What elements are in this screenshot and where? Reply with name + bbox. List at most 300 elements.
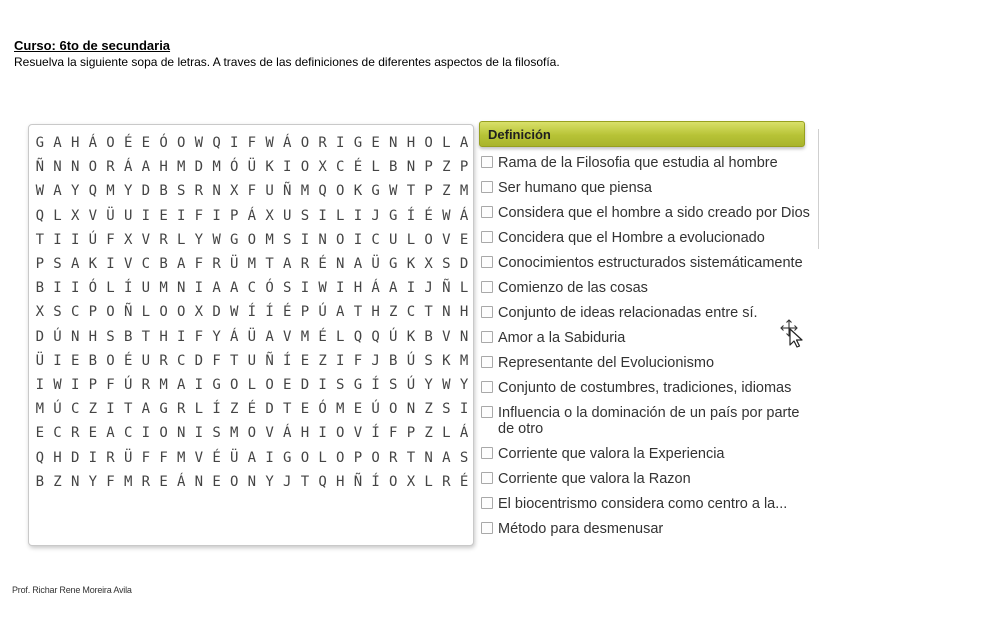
grid-cell[interactable]: Ñ	[35, 159, 45, 176]
checkbox-icon[interactable]	[481, 256, 493, 268]
grid-cell[interactable]: B	[159, 183, 168, 200]
grid-cell[interactable]: L	[247, 376, 257, 393]
grid-cell[interactable]: Ú	[389, 328, 398, 345]
grid-cell[interactable]: É	[212, 449, 221, 466]
grid-cell[interactable]: C	[336, 159, 345, 176]
grid-cell[interactable]: I	[106, 256, 115, 273]
grid-cell[interactable]: Y	[265, 473, 274, 490]
grid-cell[interactable]: R	[141, 376, 151, 393]
grid-cell[interactable]: X	[123, 231, 133, 248]
grid-cell[interactable]: M	[159, 280, 168, 297]
grid-cell[interactable]: Ú	[53, 401, 62, 418]
grid-cell[interactable]: F	[106, 473, 115, 490]
grid-cell[interactable]: I	[194, 280, 204, 297]
grid-cell[interactable]: P	[459, 159, 469, 176]
grid-cell[interactable]: I	[141, 207, 151, 224]
checkbox-icon[interactable]	[481, 447, 493, 459]
grid-cell[interactable]: J	[424, 280, 433, 297]
grid-cell[interactable]: Á	[230, 328, 239, 345]
grid-cell[interactable]: E	[300, 401, 310, 418]
grid-cell[interactable]: H	[459, 304, 469, 321]
grid-cell[interactable]: V	[265, 425, 274, 442]
grid-cell[interactable]: F	[212, 352, 221, 369]
grid-cell[interactable]: X	[406, 473, 416, 490]
checkbox-icon[interactable]	[481, 497, 493, 509]
grid-cell[interactable]: E	[159, 207, 168, 224]
grid-cell[interactable]: N	[424, 449, 433, 466]
grid-cell[interactable]: D	[300, 376, 310, 393]
grid-cell[interactable]: E	[353, 401, 363, 418]
grid-cell[interactable]: V	[141, 231, 151, 248]
grid-cell[interactable]: X	[194, 304, 204, 321]
checkbox-icon[interactable]	[481, 281, 493, 293]
grid-cell[interactable]: I	[53, 280, 62, 297]
grid-cell[interactable]: W	[230, 304, 239, 321]
grid-cell[interactable]: Í	[212, 401, 221, 418]
grid-cell[interactable]: A	[176, 256, 186, 273]
grid-cell[interactable]: I	[318, 376, 327, 393]
grid-cell[interactable]: R	[106, 159, 115, 176]
grid-cell[interactable]: S	[300, 207, 310, 224]
grid-cell[interactable]: H	[159, 328, 168, 345]
grid-cell[interactable]: E	[159, 473, 168, 490]
grid-cell[interactable]: I	[318, 425, 327, 442]
grid-cell[interactable]: N	[459, 328, 469, 345]
grid-cell[interactable]: É	[318, 256, 327, 273]
grid-cell[interactable]: P	[300, 304, 310, 321]
grid-cell[interactable]: C	[70, 304, 80, 321]
grid-cell[interactable]: C	[371, 231, 380, 248]
grid-cell[interactable]: O	[88, 159, 98, 176]
grid-cell[interactable]: Y	[123, 183, 133, 200]
grid-cell[interactable]: I	[35, 376, 45, 393]
grid-cell[interactable]: N	[406, 159, 416, 176]
grid-cell[interactable]: Í	[265, 304, 274, 321]
grid-cell[interactable]: S	[53, 304, 62, 321]
grid-cell[interactable]: B	[389, 159, 398, 176]
grid-cell[interactable]: L	[371, 159, 380, 176]
grid-cell[interactable]: A	[106, 425, 115, 442]
grid-cell[interactable]: G	[389, 256, 398, 273]
grid-cell[interactable]: T	[265, 256, 274, 273]
grid-cell[interactable]: N	[247, 473, 257, 490]
grid-cell[interactable]: S	[283, 280, 292, 297]
grid-cell[interactable]: W	[265, 135, 274, 152]
grid-cell[interactable]: Y	[212, 328, 221, 345]
grid-cell[interactable]: R	[141, 473, 151, 490]
grid-cell[interactable]: R	[318, 135, 327, 152]
grid-cell[interactable]: I	[106, 401, 115, 418]
grid-cell[interactable]: O	[300, 449, 310, 466]
grid-cell[interactable]: A	[70, 256, 80, 273]
grid-cell[interactable]: B	[123, 328, 133, 345]
grid-cell[interactable]: P	[353, 449, 363, 466]
grid-cell[interactable]: Á	[371, 280, 380, 297]
grid-cell[interactable]: H	[70, 135, 80, 152]
grid-cell[interactable]: R	[70, 425, 80, 442]
grid-cell[interactable]: Á	[283, 135, 292, 152]
grid-cell[interactable]: X	[230, 183, 239, 200]
grid-cell[interactable]: Y	[70, 183, 80, 200]
grid-cell[interactable]: K	[406, 328, 416, 345]
grid-cell[interactable]: X	[424, 256, 433, 273]
grid-cell[interactable]: G	[212, 376, 221, 393]
grid-cell[interactable]: I	[212, 207, 221, 224]
grid-cell[interactable]: C	[176, 352, 186, 369]
grid-cell[interactable]: D	[212, 304, 221, 321]
grid-cell[interactable]: É	[283, 304, 292, 321]
grid-cell[interactable]: É	[123, 135, 133, 152]
grid-cell[interactable]: D	[70, 449, 80, 466]
checkbox-icon[interactable]	[481, 231, 493, 243]
grid-cell[interactable]: S	[424, 352, 433, 369]
grid-cell[interactable]: M	[300, 183, 310, 200]
grid-cell[interactable]: R	[212, 256, 221, 273]
grid-cell[interactable]: A	[247, 449, 257, 466]
grid-cell[interactable]: Z	[53, 473, 62, 490]
grid-cell[interactable]: Ú	[123, 376, 133, 393]
grid-cell[interactable]: Í	[406, 207, 416, 224]
grid-cell[interactable]: E	[283, 376, 292, 393]
grid-cell[interactable]: M	[247, 256, 257, 273]
grid-cell[interactable]: N	[176, 280, 186, 297]
grid-cell[interactable]: S	[389, 376, 398, 393]
grid-cell[interactable]: Ü	[230, 256, 239, 273]
grid-cell[interactable]: Á	[176, 473, 186, 490]
grid-cell[interactable]: Z	[230, 401, 239, 418]
grid-cell[interactable]: L	[176, 231, 186, 248]
grid-cell[interactable]: S	[442, 401, 451, 418]
grid-cell[interactable]: V	[194, 449, 204, 466]
grid-cell[interactable]: S	[459, 449, 469, 466]
grid-cell[interactable]: I	[70, 280, 80, 297]
checkbox-icon[interactable]	[481, 306, 493, 318]
grid-cell[interactable]: O	[106, 352, 115, 369]
grid-cell[interactable]: D	[194, 159, 204, 176]
grid-cell[interactable]: E	[88, 425, 98, 442]
grid-cell[interactable]: Ó	[318, 401, 327, 418]
grid-cell[interactable]: I	[406, 280, 416, 297]
grid-cell[interactable]: I	[336, 352, 345, 369]
grid-cell[interactable]: W	[212, 231, 221, 248]
grid-cell[interactable]: Í	[283, 352, 292, 369]
grid-cell[interactable]: Á	[283, 425, 292, 442]
grid-cell[interactable]: G	[159, 401, 168, 418]
checkbox-icon[interactable]	[481, 156, 493, 168]
grid-cell[interactable]: L	[406, 231, 416, 248]
grid-cell[interactable]: F	[389, 425, 398, 442]
grid-cell[interactable]: C	[70, 401, 80, 418]
grid-cell[interactable]: S	[176, 183, 186, 200]
grid-cell[interactable]: I	[283, 159, 292, 176]
grid-cell[interactable]: Z	[424, 401, 433, 418]
grid-cell[interactable]: É	[424, 207, 433, 224]
grid-cell[interactable]: T	[300, 473, 310, 490]
grid-cell[interactable]: Ü	[123, 449, 133, 466]
grid-cell[interactable]: N	[53, 159, 62, 176]
checkbox-icon[interactable]	[481, 472, 493, 484]
grid-cell[interactable]: Á	[123, 159, 133, 176]
grid-cell[interactable]: I	[70, 231, 80, 248]
grid-cell[interactable]: Z	[442, 183, 451, 200]
grid-cell[interactable]: I	[353, 231, 363, 248]
grid-cell[interactable]: U	[141, 280, 151, 297]
grid-cell[interactable]: J	[283, 473, 292, 490]
grid-cell[interactable]: M	[459, 183, 469, 200]
grid-cell[interactable]: I	[176, 328, 186, 345]
grid-cell[interactable]: G	[389, 207, 398, 224]
grid-cell[interactable]: N	[194, 473, 204, 490]
grid-cell[interactable]: O	[159, 304, 168, 321]
grid-cell[interactable]: T	[424, 304, 433, 321]
grid-cell[interactable]: F	[194, 256, 204, 273]
grid-cell[interactable]: E	[141, 135, 151, 152]
grid-cell[interactable]: R	[176, 401, 186, 418]
grid-cell[interactable]: E	[212, 473, 221, 490]
grid-cell[interactable]: Q	[35, 207, 45, 224]
grid-cell[interactable]: E	[459, 231, 469, 248]
grid-cell[interactable]: I	[176, 207, 186, 224]
grid-cell[interactable]: É	[123, 352, 133, 369]
grid-cell[interactable]: H	[300, 425, 310, 442]
grid-cell[interactable]: H	[336, 473, 345, 490]
grid-cell[interactable]: Á	[247, 207, 257, 224]
grid-cell[interactable]: Í	[371, 376, 380, 393]
grid-cell[interactable]: Í	[371, 473, 380, 490]
grid-cell[interactable]: B	[35, 473, 45, 490]
grid-cell[interactable]: N	[318, 231, 327, 248]
grid-cell[interactable]: H	[353, 280, 363, 297]
grid-cell[interactable]: J	[371, 207, 380, 224]
grid-cell[interactable]: U	[141, 352, 151, 369]
grid-cell[interactable]: Q	[35, 449, 45, 466]
grid-cell[interactable]: Q	[88, 183, 98, 200]
grid-cell[interactable]: O	[106, 304, 115, 321]
checkbox-icon[interactable]	[481, 381, 493, 393]
checkbox-icon[interactable]	[481, 331, 493, 343]
grid-cell[interactable]: Í	[247, 304, 257, 321]
grid-cell[interactable]: K	[265, 159, 274, 176]
grid-cell[interactable]: I	[230, 135, 239, 152]
grid-cell[interactable]: A	[353, 256, 363, 273]
grid-cell[interactable]: L	[53, 207, 62, 224]
grid-cell[interactable]: U	[265, 183, 274, 200]
grid-cell[interactable]: P	[88, 304, 98, 321]
grid-cell[interactable]: I	[459, 401, 469, 418]
grid-cell[interactable]: R	[106, 449, 115, 466]
grid-cell[interactable]: T	[230, 352, 239, 369]
grid-cell[interactable]: O	[247, 231, 257, 248]
grid-cell[interactable]: M	[230, 425, 239, 442]
grid-cell[interactable]: F	[247, 183, 257, 200]
grid-cell[interactable]: M	[300, 328, 310, 345]
grid-cell[interactable]: M	[123, 473, 133, 490]
grid-cell[interactable]: I	[336, 135, 345, 152]
grid-cell[interactable]: Ñ	[353, 473, 363, 490]
grid-cell[interactable]: H	[53, 449, 62, 466]
grid-cell[interactable]: Ü	[247, 159, 257, 176]
grid-cell[interactable]: A	[176, 376, 186, 393]
grid-cell[interactable]: D	[265, 401, 274, 418]
grid-cell[interactable]: M	[265, 231, 274, 248]
grid-cell[interactable]: S	[442, 256, 451, 273]
grid-cell[interactable]: U	[389, 231, 398, 248]
grid-cell[interactable]: Í	[123, 280, 133, 297]
grid-cell[interactable]: F	[194, 328, 204, 345]
grid-cell[interactable]: A	[230, 280, 239, 297]
grid-cell[interactable]: B	[88, 352, 98, 369]
grid-cell[interactable]: L	[336, 328, 345, 345]
grid-cell[interactable]: W	[194, 135, 204, 152]
grid-cell[interactable]: O	[300, 159, 310, 176]
grid-cell[interactable]: Y	[88, 473, 98, 490]
grid-cell[interactable]: Y	[424, 376, 433, 393]
grid-cell[interactable]: G	[353, 376, 363, 393]
grid-cell[interactable]: S	[106, 328, 115, 345]
grid-cell[interactable]: L	[442, 425, 451, 442]
grid-cell[interactable]: B	[159, 256, 168, 273]
grid-cell[interactable]: G	[283, 449, 292, 466]
grid-cell[interactable]: F	[353, 352, 363, 369]
grid-cell[interactable]: Z	[88, 401, 98, 418]
grid-cell[interactable]: A	[442, 449, 451, 466]
grid-cell[interactable]: O	[336, 183, 345, 200]
grid-cell[interactable]: L	[106, 280, 115, 297]
grid-cell[interactable]: G	[371, 183, 380, 200]
grid-cell[interactable]: E	[371, 135, 380, 152]
grid-cell[interactable]: L	[442, 135, 451, 152]
grid-cell[interactable]: X	[265, 207, 274, 224]
grid-cell[interactable]: O	[176, 304, 186, 321]
grid-cell[interactable]: Á	[459, 425, 469, 442]
grid-cell[interactable]: A	[283, 256, 292, 273]
grid-cell[interactable]: N	[406, 401, 416, 418]
grid-cell[interactable]: A	[141, 159, 151, 176]
grid-cell[interactable]: M	[459, 352, 469, 369]
grid-cell[interactable]: M	[336, 401, 345, 418]
grid-cell[interactable]: O	[389, 401, 398, 418]
grid-cell[interactable]: N	[442, 304, 451, 321]
grid-cell[interactable]: Z	[389, 304, 398, 321]
grid-cell[interactable]: I	[88, 449, 98, 466]
grid-cell[interactable]: P	[424, 183, 433, 200]
grid-cell[interactable]: S	[283, 231, 292, 248]
grid-cell[interactable]: O	[424, 231, 433, 248]
grid-cell[interactable]: M	[176, 449, 186, 466]
grid-cell[interactable]: W	[53, 376, 62, 393]
checkbox-icon[interactable]	[481, 406, 493, 418]
grid-cell[interactable]: W	[35, 183, 45, 200]
grid-cell[interactable]: W	[442, 376, 451, 393]
grid-cell[interactable]: O	[247, 425, 257, 442]
grid-cell[interactable]: Ó	[230, 159, 239, 176]
grid-cell[interactable]: Z	[442, 159, 451, 176]
grid-cell[interactable]: I	[70, 376, 80, 393]
grid-cell[interactable]: E	[300, 352, 310, 369]
grid-cell[interactable]: S	[212, 425, 221, 442]
grid-cell[interactable]: R	[194, 183, 204, 200]
grid-cell[interactable]: Ó	[265, 280, 274, 297]
grid-cell[interactable]: Q	[212, 135, 221, 152]
grid-cell[interactable]: J	[371, 352, 380, 369]
grid-cell[interactable]: K	[88, 256, 98, 273]
grid-cell[interactable]: F	[194, 207, 204, 224]
grid-cell[interactable]: C	[141, 256, 151, 273]
grid-cell[interactable]: I	[53, 231, 62, 248]
grid-cell[interactable]: T	[283, 401, 292, 418]
grid-cell[interactable]: I	[318, 207, 327, 224]
grid-cell[interactable]: I	[194, 425, 204, 442]
grid-cell[interactable]: O	[300, 135, 310, 152]
grid-cell[interactable]: L	[318, 449, 327, 466]
grid-cell[interactable]: X	[35, 304, 45, 321]
grid-cell[interactable]: D	[194, 352, 204, 369]
grid-cell[interactable]: F	[141, 449, 151, 466]
grid-cell[interactable]: U	[123, 207, 133, 224]
grid-cell[interactable]: A	[265, 328, 274, 345]
grid-cell[interactable]: A	[459, 135, 469, 152]
checkbox-icon[interactable]	[481, 206, 493, 218]
grid-cell[interactable]: O	[389, 473, 398, 490]
grid-cell[interactable]: B	[424, 328, 433, 345]
grid-cell[interactable]: Ú	[371, 401, 380, 418]
grid-cell[interactable]: T	[406, 449, 416, 466]
grid-cell[interactable]: I	[353, 207, 363, 224]
grid-cell[interactable]: F	[159, 449, 168, 466]
grid-cell[interactable]: K	[442, 352, 451, 369]
grid-cell[interactable]: V	[88, 207, 98, 224]
grid-cell[interactable]: T	[123, 401, 133, 418]
grid-cell[interactable]: B	[35, 280, 45, 297]
grid-cell[interactable]: P	[88, 376, 98, 393]
grid-cell[interactable]: S	[336, 376, 345, 393]
grid-cell[interactable]: É	[353, 159, 363, 176]
grid-cell[interactable]: I	[53, 352, 62, 369]
grid-cell[interactable]: Á	[88, 135, 98, 152]
grid-cell[interactable]: N	[336, 256, 345, 273]
grid-cell[interactable]: P	[406, 425, 416, 442]
grid-cell[interactable]: R	[300, 256, 310, 273]
grid-cell[interactable]: O	[230, 376, 239, 393]
grid-cell[interactable]: U	[283, 207, 292, 224]
grid-cell[interactable]: F	[247, 135, 257, 152]
grid-cell[interactable]: A	[53, 135, 62, 152]
grid-cell[interactable]: Q	[318, 183, 327, 200]
grid-cell[interactable]: X	[318, 159, 327, 176]
grid-cell[interactable]: I	[300, 280, 310, 297]
grid-cell[interactable]: Ú	[406, 376, 416, 393]
grid-cell[interactable]: V	[353, 425, 363, 442]
grid-cell[interactable]: É	[247, 401, 257, 418]
grid-cell[interactable]: L	[194, 401, 204, 418]
grid-cell[interactable]: Q	[318, 473, 327, 490]
grid-cell[interactable]: N	[70, 473, 80, 490]
grid-cell[interactable]: O	[371, 449, 380, 466]
grid-cell[interactable]: O	[159, 425, 168, 442]
grid-cell[interactable]: R	[442, 473, 451, 490]
grid-cell[interactable]: O	[230, 473, 239, 490]
grid-cell[interactable]: O	[336, 449, 345, 466]
grid-cell[interactable]: V	[283, 328, 292, 345]
grid-cell[interactable]: H	[159, 159, 168, 176]
grid-cell[interactable]: O	[424, 135, 433, 152]
grid-cell[interactable]: R	[159, 231, 168, 248]
grid-cell[interactable]: A	[212, 280, 221, 297]
grid-cell[interactable]: Ü	[35, 352, 45, 369]
grid-cell[interactable]: M	[212, 159, 221, 176]
grid-cell[interactable]: O	[336, 425, 345, 442]
grid-cell[interactable]: R	[159, 352, 168, 369]
